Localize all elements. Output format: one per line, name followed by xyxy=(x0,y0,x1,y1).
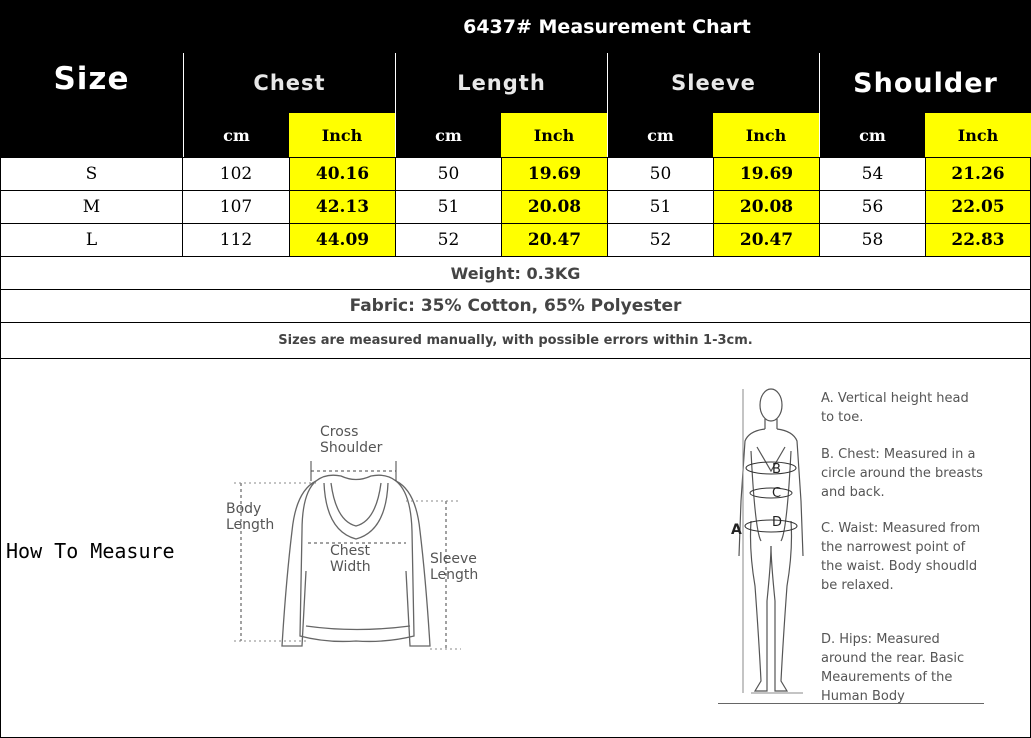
unit-label: Inch xyxy=(321,125,363,145)
unit-label: cm xyxy=(223,125,250,145)
table-row-size-cell xyxy=(0,157,183,191)
unit-header-length-cm xyxy=(395,113,501,157)
marker-b: B xyxy=(772,462,781,477)
cell-value: 22.83 xyxy=(951,230,1005,250)
cell-value: 20.08 xyxy=(527,197,582,217)
body-note-d: D. Hips: Measured around the rear. Basic Meaurements of the Human Body xyxy=(821,632,965,704)
marker-a: A xyxy=(731,522,742,538)
size-header-label: Size xyxy=(53,60,130,97)
table-cell xyxy=(819,190,926,224)
group-header-shoulder xyxy=(819,53,1031,113)
cell-value: 19.69 xyxy=(527,164,582,184)
cell-value: 54 xyxy=(861,164,884,184)
group-header-sleeve xyxy=(607,53,819,113)
unit-header-chest-cm xyxy=(183,113,289,157)
cell-value: 42.13 xyxy=(315,197,370,217)
how-to-measure-section xyxy=(0,358,1031,738)
chart-title xyxy=(183,0,1031,53)
body-length-label: Body Length xyxy=(226,501,275,533)
cell-value: 102 xyxy=(219,164,253,184)
table-cell xyxy=(607,190,714,224)
group-header-chest xyxy=(183,53,395,113)
cell-value: 112 xyxy=(219,230,253,250)
marker-d: D xyxy=(772,515,783,530)
group-header-length xyxy=(395,53,607,113)
size-header xyxy=(0,0,183,157)
cell-value: 20.47 xyxy=(527,230,582,250)
fabric-text: Fabric: 35% Cotton, 65% Polyester xyxy=(349,296,682,316)
garment-diagram xyxy=(216,421,491,656)
cell-value: 20.47 xyxy=(739,230,794,250)
table-cell xyxy=(713,223,820,257)
cell-value: 22.05 xyxy=(951,197,1005,217)
unit-label: cm xyxy=(647,125,674,145)
table-cell xyxy=(501,157,608,191)
body-notes-underline xyxy=(718,703,984,704)
table-cell xyxy=(607,157,714,191)
cell-value: 40.16 xyxy=(315,164,370,184)
unit-header-length-inch xyxy=(501,113,607,157)
table-cell xyxy=(925,157,1031,191)
table-cell xyxy=(713,157,820,191)
table-cell xyxy=(925,190,1031,224)
chart-title-text: 6437# Measurement Chart xyxy=(463,15,751,38)
unit-label: cm xyxy=(435,125,462,145)
cell-value: 50 xyxy=(437,164,460,184)
table-cell xyxy=(501,223,608,257)
cell-value: 58 xyxy=(861,230,884,250)
unit-header-shoulder-cm xyxy=(819,113,925,157)
disclaimer-text: Sizes are measured manually, with possible errors within 1-3cm. xyxy=(278,333,753,348)
cell-value: 19.69 xyxy=(739,164,794,184)
unit-label: cm xyxy=(859,125,886,145)
cell-value: 107 xyxy=(219,197,253,217)
table-cell xyxy=(289,223,396,257)
group-header-shoulder-label: Shoulder xyxy=(853,67,998,99)
cell-value: 50 xyxy=(649,164,672,184)
body-diagram xyxy=(721,381,821,701)
table-cell xyxy=(182,157,290,191)
table-cell xyxy=(395,190,502,224)
table-cell xyxy=(819,157,926,191)
unit-label: Inch xyxy=(957,125,999,145)
unit-label: Inch xyxy=(533,125,575,145)
cell-value: 44.09 xyxy=(315,230,370,250)
size-value: S xyxy=(85,164,98,184)
cell-value: 51 xyxy=(649,197,672,217)
size-value: M xyxy=(82,197,101,217)
table-cell xyxy=(182,223,290,257)
table-cell xyxy=(289,157,396,191)
body-note-c: C. Waist: Measured from the narrowest point of the waist. Body shoudld be relaxed. xyxy=(821,521,981,593)
cross-shoulder-label: Cross Shoulder xyxy=(320,424,383,456)
size-value: L xyxy=(85,230,98,250)
unit-header-chest-inch xyxy=(289,113,395,157)
group-header-chest-label: Chest xyxy=(253,71,326,95)
unit-header-sleeve-inch xyxy=(713,113,819,157)
sleeve-length-label: Sleeve Length xyxy=(430,551,479,583)
unit-label: Inch xyxy=(745,125,787,145)
table-cell xyxy=(925,223,1031,257)
unit-header-shoulder-inch xyxy=(925,113,1031,157)
cell-value: 21.26 xyxy=(951,164,1005,184)
cell-value: 52 xyxy=(649,230,672,250)
body-note-a: A. Vertical height head to toe. xyxy=(821,391,969,425)
fabric-row xyxy=(0,289,1031,323)
table-cell xyxy=(713,190,820,224)
table-cell xyxy=(289,190,396,224)
table-cell xyxy=(182,190,290,224)
weight-text: Weight: 0.3KG xyxy=(450,263,581,283)
table-row-size-cell xyxy=(0,223,183,257)
body-note-b: B. Chest: Measured in a circle around the breasts and back. xyxy=(821,447,983,500)
group-header-sleeve-label: Sleeve xyxy=(671,71,756,95)
table-cell xyxy=(395,223,502,257)
unit-header-sleeve-cm xyxy=(607,113,713,157)
marker-c: C xyxy=(772,486,782,501)
table-row-size-cell xyxy=(0,190,183,224)
disclaimer-row xyxy=(0,322,1031,359)
table-cell xyxy=(395,157,502,191)
table-cell xyxy=(501,190,608,224)
cell-value: 52 xyxy=(437,230,460,250)
cell-value: 20.08 xyxy=(739,197,794,217)
weight-row xyxy=(0,256,1031,290)
how-to-measure-label: How To Measure xyxy=(6,539,175,563)
chest-width-label: Chest Width xyxy=(330,543,371,575)
table-cell xyxy=(607,223,714,257)
cell-value: 56 xyxy=(861,197,884,217)
group-header-length-label: Length xyxy=(457,71,546,95)
table-cell xyxy=(819,223,926,257)
cell-value: 51 xyxy=(437,197,460,217)
